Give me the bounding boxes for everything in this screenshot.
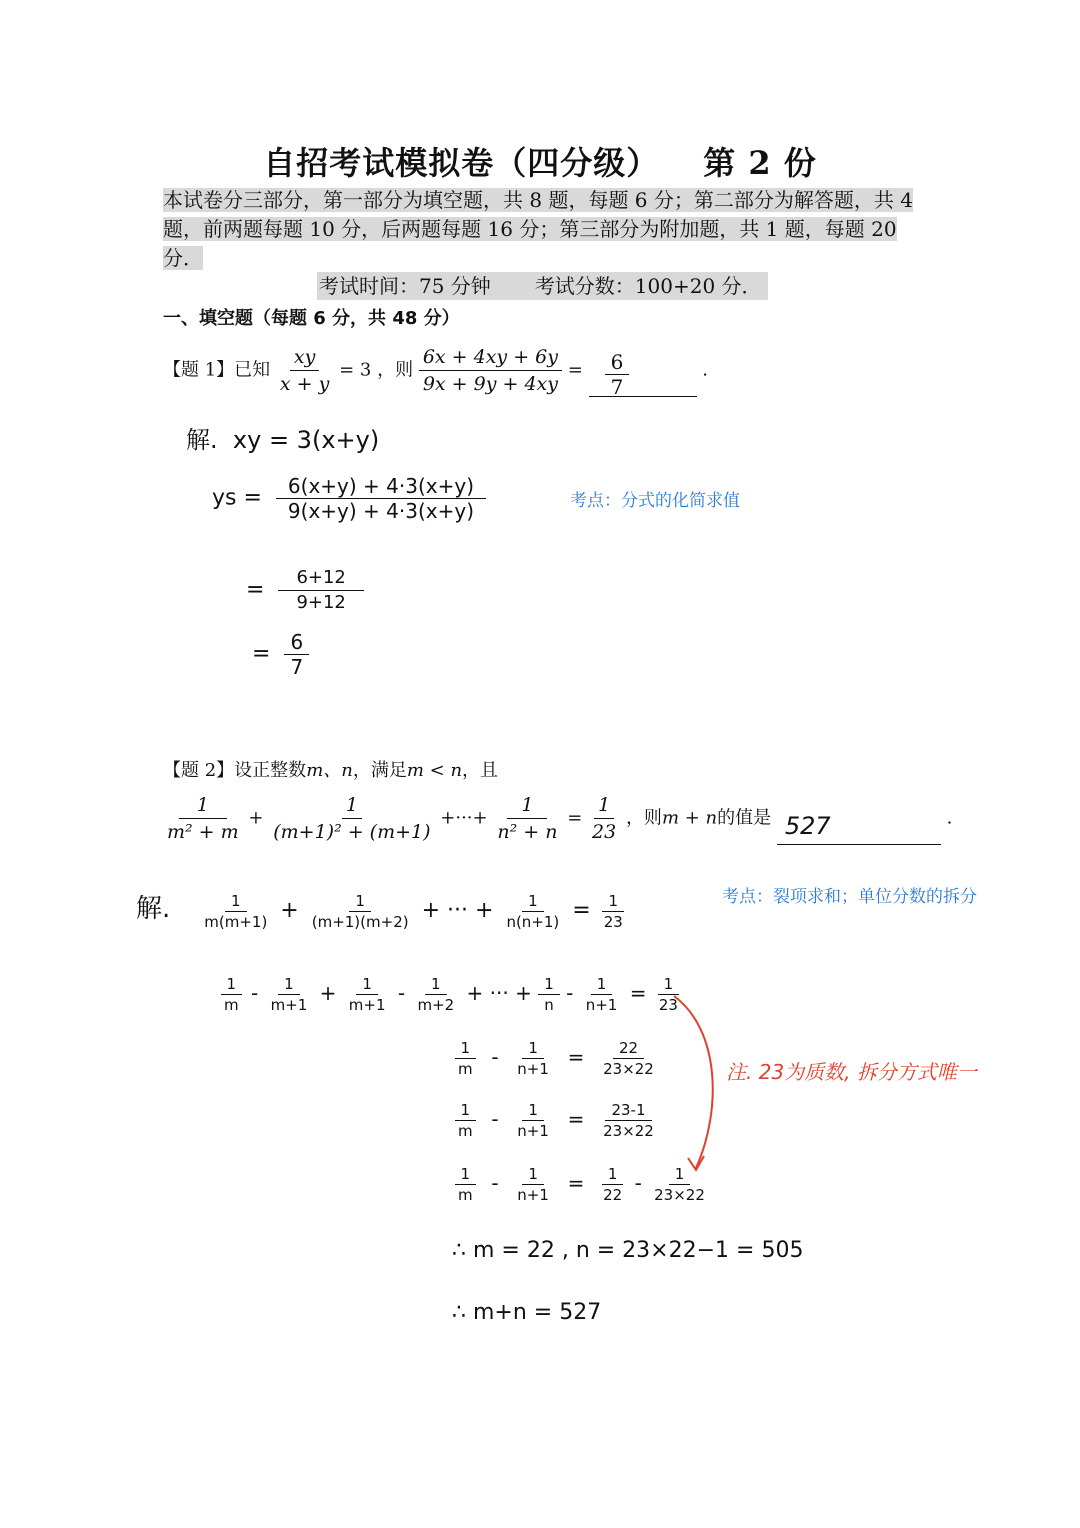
q1-solution-line-2 bbox=[212, 474, 486, 523]
q2-plus: + bbox=[248, 807, 264, 829]
q1-answer: 6 7 bbox=[605, 350, 630, 399]
question-2-label: 【题 2】设正整数 bbox=[163, 760, 307, 781]
exam-score: 考试分数：100+20 分． bbox=[534, 274, 762, 298]
q1-end: . bbox=[702, 359, 709, 381]
question-2-line-1 bbox=[163, 756, 498, 782]
q2-l5-minus: - bbox=[491, 1171, 499, 1195]
q2-dots: +···+ bbox=[440, 807, 488, 829]
q2-term-2: $\frac{1}{\text{(m+1)² + (m+1)}}$ bbox=[273, 794, 431, 843]
q2-l1-dots: + ··· + bbox=[421, 898, 494, 923]
q2-solution-line-6: ∴ m = 22 , n = 23×22−1 = 505 bbox=[452, 1238, 804, 1263]
q2-note: 注. 23为质数, 拆分方式唯一 bbox=[726, 1060, 977, 1084]
q2-l3-b: $\frac{1}{n+1}$ bbox=[517, 1039, 549, 1078]
q2-l4-r: $\frac{23-1}{23\times 22}$ bbox=[603, 1101, 654, 1140]
question-1-label: 【题 1】已知 bbox=[163, 359, 271, 381]
q2-l2-d: $\frac{1}{m+2}$ bbox=[417, 975, 455, 1014]
q1-eq: = bbox=[567, 359, 583, 381]
q2-solution-line-3 bbox=[452, 1038, 660, 1079]
q2-result: $\frac{1}{23}$ bbox=[592, 794, 617, 843]
q2-l1-b: $\frac{1}{(m+1)(m+2)}$ bbox=[311, 891, 409, 931]
q1-solution-line-1 bbox=[186, 420, 379, 455]
q1-solution-line-3 bbox=[246, 566, 364, 615]
q2-l4-eq: = bbox=[567, 1107, 585, 1131]
q2-and: ，且 bbox=[462, 760, 499, 781]
q2-l5-b: $\frac{1}{n+1}$ bbox=[517, 1165, 549, 1204]
intro-text: 本试卷分三部分，第一部分为填空题，共 8 题，每题 6 分；第二部分为解答题，共 4 题，前两题每题 10 分，后两题每题 16 分；第三部分为附加题，共 1 题，每题 20 分． bbox=[163, 188, 913, 270]
q2-term-1: $\frac{1}{\text{m² + m}}$ bbox=[167, 794, 239, 843]
q2-answer-blank bbox=[777, 812, 941, 845]
q2-solution-line-7: ∴ m+n = 527 bbox=[452, 1300, 602, 1325]
q2-l4-b: $\frac{1}{n+1}$ bbox=[517, 1101, 549, 1140]
q1-eq-a: = bbox=[246, 577, 265, 603]
q1-eq-b: = bbox=[252, 641, 271, 667]
q1-frac-a: $\frac{6+12}{9+12}$ bbox=[278, 566, 363, 615]
q2-mn: m + n bbox=[661, 807, 718, 829]
q2-l5-a: $\frac{1}{m}$ bbox=[452, 1164, 479, 1205]
q2-l1-r: $\frac{1}{23}$ bbox=[603, 891, 623, 931]
q1-ys-fraction: $\frac{6(x+y) + 4\cdot 3(x+y)}{9(x+y) + 4\cdot 3(x+y)}$ bbox=[276, 474, 486, 523]
q1-solution-line-4 bbox=[252, 630, 309, 679]
q2-l2-minus-2: - bbox=[397, 981, 406, 1005]
note-arrow bbox=[660, 990, 730, 1180]
q2-l2-plus: + bbox=[319, 981, 337, 1005]
page-title bbox=[0, 138, 1080, 184]
title-main: 自招考试模拟卷（四分级） bbox=[263, 144, 660, 182]
section-heading: 一、填空题（每题 6 分，共 48 分） bbox=[163, 308, 460, 329]
q2-l2-a: $\frac{1}{m}$ bbox=[218, 974, 245, 1015]
q1-fraction-target: $\frac{6x + 4xy + 6y}{9x + 9y + 4xy}$ bbox=[419, 344, 562, 397]
q2-cond: m < n bbox=[406, 760, 463, 781]
q2-cond-text: ，满足 bbox=[352, 760, 407, 781]
q2-l1-plus: + bbox=[280, 898, 299, 923]
q2-l1-a: $\frac{1}{m(m+1)}$ bbox=[204, 891, 268, 931]
q2-l2-minus-1: - bbox=[250, 981, 259, 1005]
q2-solution-line-4 bbox=[452, 1100, 660, 1141]
q2-l2-e: $\frac{1}{n}$ bbox=[538, 974, 560, 1015]
q1-frac-b: $\frac{6}{7}$ bbox=[284, 630, 309, 679]
q1-fraction-given: $\frac{xy}{x + y}$ bbox=[279, 346, 330, 395]
q1-sol-text-1: xy = 3(x+y) bbox=[232, 426, 380, 454]
q2-kaodian: 考点：裂项求和；单位分数的拆分 bbox=[722, 887, 977, 907]
q2-l2-dots: + ··· + bbox=[466, 981, 532, 1005]
q1-given-eq: = 3 ，则 bbox=[339, 359, 414, 381]
q2-then: ，则 bbox=[625, 807, 662, 829]
note-arrow-curve bbox=[674, 996, 713, 1168]
q2-l2-r: $\frac{1}{23}$ bbox=[658, 975, 678, 1014]
q2-l5-r1: $\frac{1}{22}$ bbox=[603, 1165, 623, 1204]
q2-l2-b: $\frac{1}{m+1}$ bbox=[270, 975, 308, 1014]
q1-answer-blank bbox=[589, 350, 697, 399]
q2-l5-eq: = bbox=[567, 1171, 585, 1195]
q2-l2-eq: = bbox=[629, 981, 647, 1005]
q2-l2-f: $\frac{1}{n+1}$ bbox=[585, 975, 618, 1014]
intro-paragraph bbox=[163, 186, 918, 273]
q2-l3-r: $\frac{22}{23\times 22}$ bbox=[603, 1039, 654, 1078]
exam-time: 考试时间：75 分钟 bbox=[319, 274, 491, 298]
q2-solution-line-1 bbox=[136, 888, 629, 932]
exam-info bbox=[317, 272, 768, 300]
q2-l2-minus-3: - bbox=[566, 981, 574, 1005]
title-sub: 第 2 份 bbox=[703, 144, 817, 182]
q2-term-3: $\frac{1}{\text{n² + n}}$ bbox=[497, 794, 558, 843]
question-1 bbox=[163, 344, 708, 397]
q1-kaodian: 考点：分式的化简求值 bbox=[570, 491, 740, 511]
q2-solution-label: 解. bbox=[136, 894, 171, 924]
q1-ys: ys = bbox=[212, 485, 262, 511]
question-2-line-2 bbox=[163, 792, 952, 845]
q2-vars: m、n bbox=[306, 760, 353, 781]
q2-end: . bbox=[946, 807, 953, 829]
q1-solution-label: 解. bbox=[186, 426, 218, 454]
q2-l1-eq: = bbox=[572, 898, 591, 923]
q2-l4-minus: - bbox=[491, 1107, 499, 1131]
q2-l3-minus: - bbox=[491, 1045, 499, 1069]
q2-l2-c: $\frac{1}{m+1}$ bbox=[348, 975, 386, 1014]
q2-l4-a: $\frac{1}{m}$ bbox=[452, 1100, 479, 1141]
q2-eq: = bbox=[567, 807, 583, 829]
q2-solution-line-2 bbox=[218, 974, 684, 1015]
q2-l3-a: $\frac{1}{m}$ bbox=[452, 1038, 479, 1079]
q2-l1-c: $\frac{1}{n(n+1)}$ bbox=[506, 891, 560, 931]
q2-value-is: 的值是 bbox=[717, 807, 772, 829]
q2-l5-minus-2: - bbox=[634, 1171, 642, 1195]
q2-l5-r2: $\frac{1}{23\times 22}$ bbox=[654, 1165, 705, 1204]
q2-l3-eq: = bbox=[567, 1045, 585, 1069]
q2-answer: 527 bbox=[784, 812, 831, 840]
